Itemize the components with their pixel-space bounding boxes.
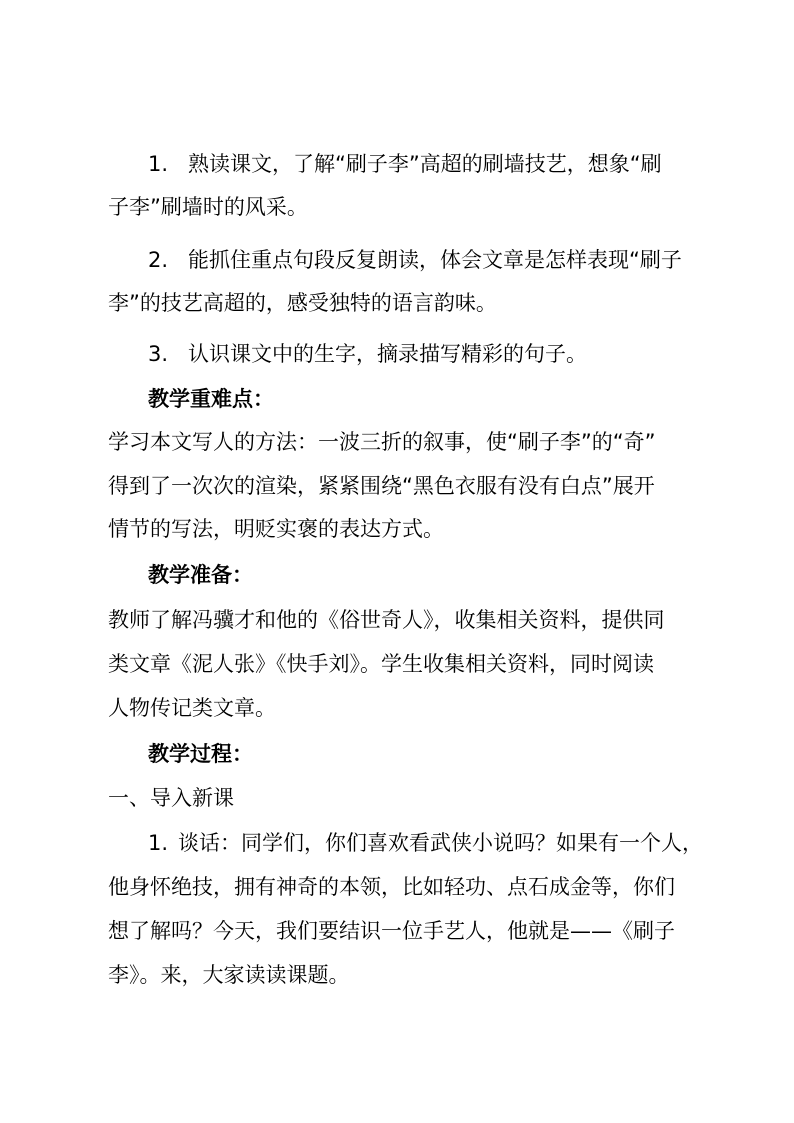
preparation-line-2: 类文章《泥人张》《快手刘》。学生收集相关资料，同时阅读 [108, 652, 654, 676]
process-item-1-line-4: 李》。来，大家读读课题。 [108, 963, 350, 987]
objective-3-text: 认识课文中的生字，摘录描写精彩的句子。 [188, 342, 587, 366]
objective-1-text: 熟读课文，了解“刷子李”高超的刷墙技艺，想象“刷 [188, 152, 662, 176]
objective-1-line-2: 子李”刷墙时的风采。 [108, 195, 308, 219]
objective-2-line-1 [148, 246, 682, 274]
objective-2-number: 2. [148, 248, 169, 272]
key-points-heading: 教学重难点： [148, 387, 274, 411]
objective-1-line-1 [148, 150, 662, 178]
process-item-1-number: 1. [148, 831, 169, 855]
key-points-line-2: 得到了一次次的渲染，紧紧围绕“黑色衣服有没有白点”展开 [108, 474, 655, 498]
objective-2-line-2: 李”的技艺高超的，感受独特的语言韵味。 [108, 291, 497, 315]
key-points-line-1: 学习本文写人的方法：一波三折的叙事，使“刷子李”的“奇” [108, 430, 656, 454]
key-points-line-3: 情节的写法，明贬实褒的表达方式。 [108, 517, 444, 541]
preparation-line-3: 人物传记类文章。 [108, 696, 276, 720]
objective-3-number: 3. [148, 342, 169, 366]
process-heading: 教学过程： [148, 742, 253, 766]
process-item-1-text: 谈话：同学们，你们喜欢看武侠小说吗？如果有一个人， [178, 831, 703, 855]
process-item-1-line-3: 想了解吗？今天，我们要结识一位手艺人，他就是——《刷子 [108, 919, 675, 943]
objective-2-text: 能抓住重点句段反复朗读，体会文章是怎样表现“刷子 [188, 248, 682, 272]
process-item-1-line-2: 他身怀绝技，拥有神奇的本领，比如轻功、点石成金等，你们 [108, 875, 675, 899]
preparation-line-1: 教师了解冯骥才和他的《俗世奇人》，收集相关资料，提供同 [108, 608, 665, 632]
section-1-title: 一、导入新课 [108, 786, 234, 810]
preparation-heading: 教学准备： [148, 563, 253, 587]
process-item-1-line-1 [148, 829, 703, 857]
objective-1-number: 1. [148, 152, 169, 176]
objective-3-line-1 [148, 340, 587, 368]
